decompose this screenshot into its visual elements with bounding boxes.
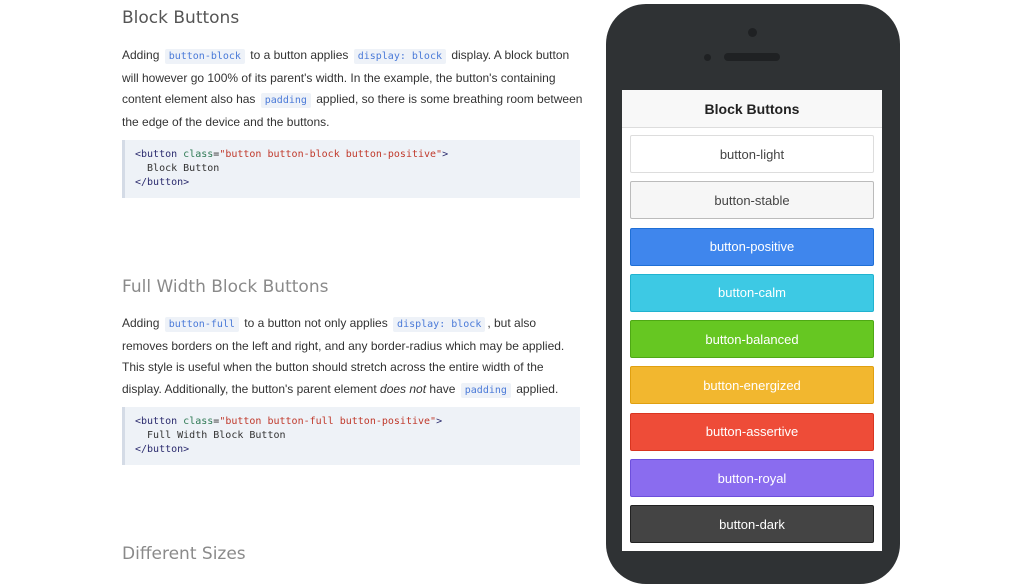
code-example-full-button: <button class="button button-full button-positive"> Full Width Block Button </button> (122, 407, 580, 465)
code-button-block: button-block (165, 49, 245, 64)
assertive-button[interactable]: button-assertive (630, 413, 874, 451)
dark-button[interactable]: button-dark (630, 505, 874, 543)
section-title-block-buttons: Block Buttons (122, 8, 240, 28)
section-title-full-width: Full Width Block Buttons (122, 277, 329, 297)
phone-header-title: Block Buttons (704, 100, 800, 117)
code-padding: padding (461, 383, 511, 398)
button-list (630, 135, 874, 551)
stable-button[interactable]: button-stable (630, 181, 874, 219)
phone-header-bar (622, 90, 882, 128)
code-display-block: display: block (393, 317, 485, 332)
balanced-button[interactable]: button-balanced (630, 320, 874, 358)
phone-front-sensor (748, 28, 757, 37)
energized-button[interactable]: button-energized (630, 366, 874, 404)
full-width-description: Adding button-full to a button not only applies display: block , but also removes borders on the left and right, and any border-radius which may be applied. This style is useful when the button should stretch across the entire width of the display. Additionally, the button's parent element does not have padding applied. (122, 316, 565, 396)
code-example-block-button: <button class="button button-block button-positive"> Block Button </button> (122, 140, 580, 198)
section-title-different-sizes: Different Sizes (122, 544, 246, 564)
calm-button[interactable]: button-calm (630, 274, 874, 312)
block-buttons-description: Adding button-block to a button applies display: block display. A block button will however go 100% of its parent's width. In the example, the button's containing content element also has padding applied, so there is some breathing room between the edge of the device and the buttons. (122, 48, 583, 129)
royal-button[interactable]: button-royal (630, 459, 874, 497)
phone-earpiece (724, 53, 780, 61)
code-display-block: display: block (354, 49, 446, 64)
light-button[interactable]: button-light (630, 135, 874, 173)
phone-screen (622, 90, 882, 551)
phone-camera (704, 54, 711, 61)
code-button-full: button-full (165, 317, 239, 332)
emphasis-does-not: does not (380, 381, 427, 396)
code-padding: padding (261, 93, 311, 108)
positive-button[interactable]: button-positive (630, 228, 874, 266)
